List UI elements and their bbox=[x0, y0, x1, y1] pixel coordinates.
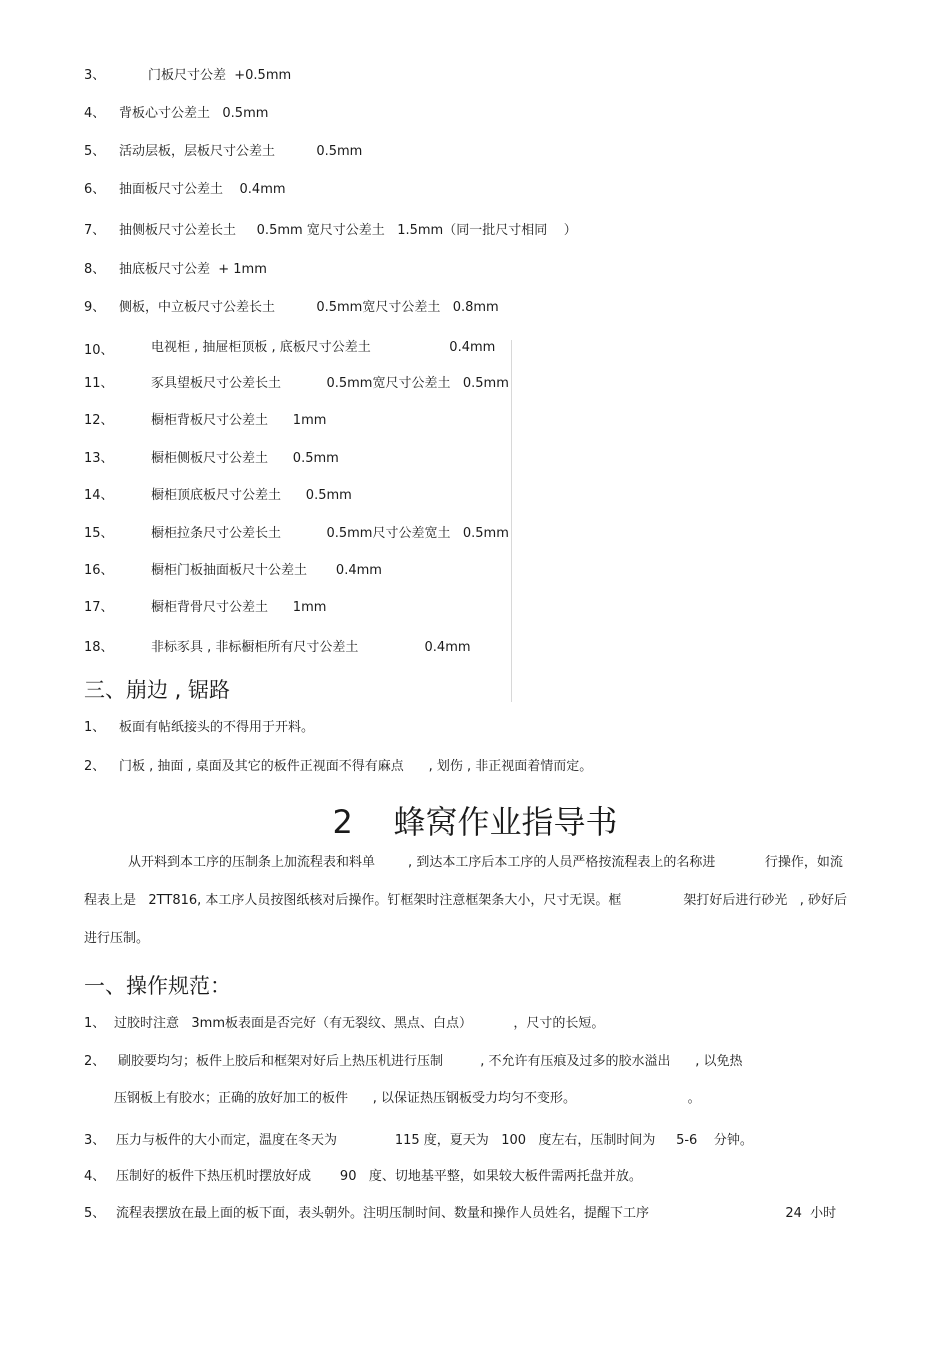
list-item-text: 门板 , 抽面 , 桌面及其它的板件正视面不得有麻点 , 划伤 , 非正视面着情而定。 bbox=[119, 759, 593, 774]
list-item-number: 7、 bbox=[84, 223, 106, 238]
list-item-number: 15、 bbox=[84, 526, 114, 541]
paragraph-line: 进行压制。 bbox=[84, 931, 150, 946]
list-item-text: 背板心寸公差土 0.5mm bbox=[119, 106, 269, 121]
list-item-text: 侧板，中立板尺寸公差长土 0.5mm宽尺寸公差土 0.8mm bbox=[119, 300, 499, 315]
list-item-number: 3、 bbox=[84, 1133, 106, 1148]
list-item-text: 橱柜门板抽面板尺十公差土 0.4mm bbox=[151, 563, 382, 578]
list-item-number: 9、 bbox=[84, 300, 106, 315]
list-item-text: 过胶时注意 3mm板表面是否完好（有无裂纹、黑点、白点） ，尺寸的长短。 bbox=[114, 1016, 605, 1031]
list-item-text: 压制好的板件下热压机时摆放好成 90 度、切地基平整，如果较大板件需两托盘并放。 bbox=[116, 1169, 642, 1184]
list-item-text: 豕具望板尺寸公差长土 0.5mm宽尺寸公差土 0.5mm bbox=[151, 376, 509, 391]
list-item-number: 4、 bbox=[84, 106, 106, 121]
list-item-number: 5、 bbox=[84, 1206, 106, 1221]
paragraph-line: 从开料到本工序的压制条上加流程表和料单 , 到达本工序后本工序的人员严格按流程表上的名称进 行操作，如流 bbox=[128, 855, 843, 870]
list-item-text: 抽底板尺寸公差 + 1mm bbox=[119, 262, 267, 277]
section-heading: 一、操作规范： bbox=[84, 974, 231, 998]
list-item-number: 8、 bbox=[84, 262, 106, 277]
paragraph-line: 程表上是 2TT816, 本工序人员按图纸核对后操作。钉框架时注意框架条大小，尺寸无误。框 架打好后进行砂光 , 砂好后 bbox=[84, 893, 848, 908]
list-item-number: 14、 bbox=[84, 488, 114, 503]
list-item-number: 10、 bbox=[84, 343, 114, 358]
list-item-text: 抽侧板尺寸公差长土 0.5mm 宽尺寸公差土 1.5mm（同一批尺寸相同 ） bbox=[119, 223, 577, 238]
list-item-number: 12、 bbox=[84, 413, 114, 428]
list-item-text: 橱柜顶底板尺寸公差土 0.5mm bbox=[151, 488, 352, 503]
list-item-number: 5、 bbox=[84, 144, 106, 159]
list-item-text: 门板尺寸公差 +0.5mm bbox=[148, 68, 292, 83]
list-item-text: 刷胶要均匀；板件上胶后和框架对好后上热压机进行压制 , 不允许有压痕及过多的胶水溢出 , 以免热 bbox=[118, 1054, 743, 1069]
list-item-text: 活动层板，层板尺寸公差土 0.5mm bbox=[119, 144, 363, 159]
list-item-text: 电视柜 , 抽屉柜顶板 , 底板尺寸公差土 0.4mm bbox=[151, 340, 496, 355]
list-item-number: 11、 bbox=[84, 376, 114, 391]
list-item-number: 1、 bbox=[84, 720, 106, 735]
list-item-text: 橱柜拉条尺寸公差长土 0.5mm尺寸公差宽土 0.5mm bbox=[151, 526, 509, 541]
section-heading: 三、崩边 , 锯路 bbox=[84, 678, 231, 702]
list-item-number: 3、 bbox=[84, 68, 106, 83]
list-item-text: 压钢板上有胶水；正确的放好加工的板件 , 以保证热压钢板受力均匀不变形。 。 bbox=[114, 1091, 701, 1106]
list-item-text: 橱柜背骨尺寸公差土 1mm bbox=[151, 600, 327, 615]
list-item-text: 板面有帖纸接头的不得用于开料。 bbox=[119, 720, 315, 735]
list-item-number: 2、 bbox=[84, 1054, 106, 1069]
list-item-text: 橱柜背板尺寸公差土 1mm bbox=[151, 413, 327, 428]
list-item-text: 抽面板尺寸公差土 0.4mm bbox=[119, 182, 286, 197]
list-item-number: 4、 bbox=[84, 1169, 106, 1184]
list-item-number: 18、 bbox=[84, 640, 114, 655]
list-item-text: 非标豕具 , 非标橱柜所有尺寸公差土 0.4mm bbox=[151, 640, 471, 655]
list-item-number: 6、 bbox=[84, 182, 106, 197]
list-item-text: 橱柜侧板尺寸公差土 0.5mm bbox=[151, 451, 339, 466]
list-item-number: 2、 bbox=[84, 759, 106, 774]
chapter-title: 2 蜂窝作业指导书 bbox=[332, 803, 618, 841]
list-item-number: 1、 bbox=[84, 1016, 106, 1031]
list-item-text: 压力与板件的大小而定，温度在冬天为 115 度，夏天为 100 度左右，压制时间为 5-6 分钟。 bbox=[116, 1133, 753, 1148]
list-item-number: 17、 bbox=[84, 600, 114, 615]
list-item-number: 13、 bbox=[84, 451, 114, 466]
list-item-number: 16、 bbox=[84, 563, 114, 578]
list-item-text: 流程表摆放在最上面的板下面，表头朝外。注明压制时间、数量和操作人员姓名，提醒下工序 24 小时 bbox=[116, 1206, 837, 1221]
vertical-rule bbox=[511, 340, 512, 702]
